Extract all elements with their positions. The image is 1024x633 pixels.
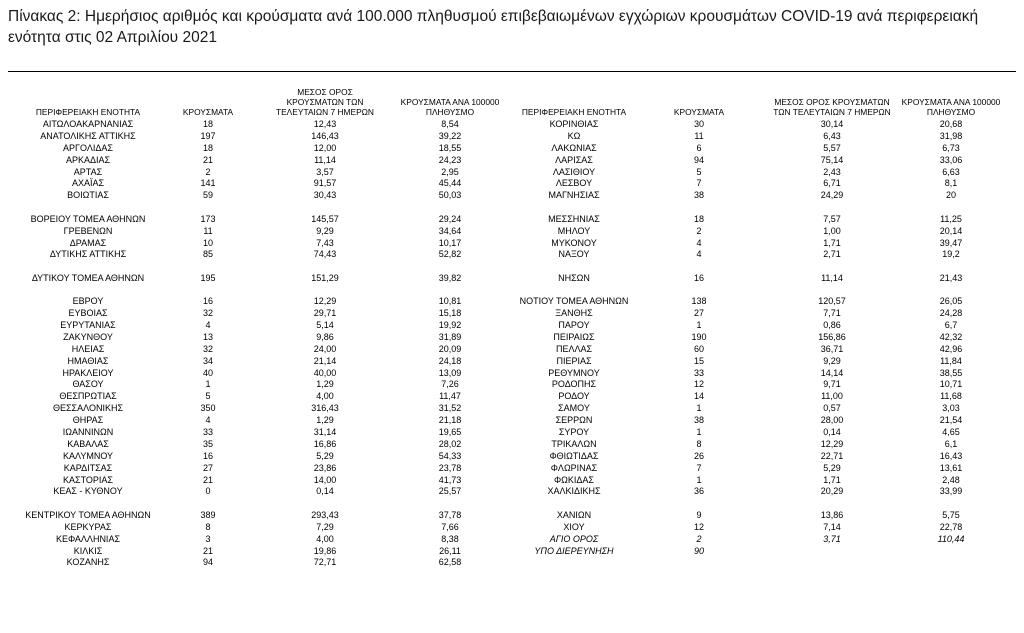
cell-per100k: 16,43 (939, 450, 963, 461)
cell-cases: 12 (693, 379, 704, 390)
cell-region: ΙΩΑΝΝΙΝΩΝ (62, 426, 114, 437)
cell-cases: 5 (205, 391, 211, 402)
top-rule (8, 71, 1016, 72)
cell-cases: 26 (693, 450, 704, 461)
table-caption: Πίνακας 2: Ημερήσιος αριθμός και κρούσματα ανά 100.000 πληθυσμού επιβεβαιωμένων εγχώριων κρουσμάτων COVID-19 ανά περιφερειακή ενότητα στις 02 Απριλίου 2021 (8, 8, 979, 46)
cell-region: ΜΕΣΣΗΝΙΑΣ (548, 213, 600, 224)
cell-region: ΚΙΛΚΙΣ (73, 545, 103, 556)
cell-region: ΘΕΣΠΡΩΤΙΑΣ (59, 391, 117, 402)
cell-per100k: 24,23 (438, 154, 462, 165)
cell-cases: 1 (696, 474, 702, 485)
cell-avg: 9,71 (823, 379, 841, 390)
cell-region: ΡΟΔΟΠΗΣ (551, 379, 597, 390)
cell-cases: 9 (696, 509, 702, 520)
cell-region: ΘΕΣΣΑΛΟΝΙΚΗΣ (52, 403, 124, 414)
cell-region: ΜΗΛΟΥ (557, 225, 591, 236)
cell-cases: 4 (696, 249, 702, 260)
cell-cases: 40 (202, 367, 213, 378)
cell-cases: 350 (200, 403, 216, 414)
cell-cases: 4 (205, 415, 211, 426)
cell-per100k: 2,95 (441, 166, 459, 177)
cell-avg: 11,00 (821, 391, 843, 402)
cell-avg: 0,86 (823, 319, 841, 330)
cell-avg: 30,14 (820, 119, 844, 129)
cell-avg: 3,71 (823, 533, 841, 544)
cell-region: ΑΡΓΟΛΙΔΑΣ (63, 142, 113, 153)
cell-region: ΘΗΡΑΣ (72, 415, 104, 426)
header-cases: ΚΡΟΥΣΜΑΤΑ (673, 107, 725, 117)
cell-cases: 1 (696, 319, 702, 330)
cell-cases: 7 (696, 178, 702, 189)
cell-cases: 389 (200, 509, 216, 520)
cell-region: ΧΑΛΚΙΔΙΚΗΣ (547, 486, 601, 497)
cell-region: ΖΑΚΥΝΘΟΥ (63, 331, 113, 342)
cell-cases: 30 (693, 119, 704, 129)
cell-per100k: 15,18 (438, 308, 462, 319)
cell-per100k: 8,1 (944, 178, 958, 189)
header-avg: ΜΕΣΟΣ ΟΡΟΣ ΚΡΟΥΣΜΑΤΩΝ ΤΩΝ ΤΕΛΕΥΤΑΙΩΝ 7 ΗΜΕΡΩΝ (275, 87, 374, 117)
cell-avg: 6,71 (823, 178, 841, 189)
cell-avg: 14,14 (820, 367, 844, 378)
cell-per100k: 39,82 (438, 272, 462, 283)
cell-avg: 5,57 (823, 142, 841, 153)
cell-per100k: 45,44 (438, 178, 462, 189)
cell-region: ΘΑΣΟΥ (72, 379, 104, 390)
cell-per100k: 25,57 (438, 486, 462, 497)
cell-per100k: 21,43 (939, 272, 963, 283)
cell-cases: 33 (693, 367, 704, 378)
cell-per100k: 20,09 (438, 343, 462, 354)
cell-avg: 29,71 (313, 308, 337, 319)
cell-avg: 2,71 (823, 249, 841, 260)
cell-avg: 14,00 (313, 474, 337, 485)
cell-region: ΦΛΩΡΙΝΑΣ (550, 462, 598, 473)
cell-per100k: 6,7 (944, 319, 958, 330)
cell-region: ΕΒΡΟΥ (72, 296, 104, 307)
cell-cases: 1 (696, 426, 702, 437)
cell-avg: 24,29 (820, 190, 844, 201)
cell-per100k: 31,89 (438, 331, 462, 342)
cell-region: ΗΛΕΙΑΣ (71, 343, 105, 354)
cell-region: ΜΥΚΟΝΟΥ (551, 237, 597, 248)
cell-per100k: 20,68 (939, 119, 963, 129)
cell-region: ΥΠΟ ΔΙΕΡΕΥΝΗΣΗ (534, 545, 614, 556)
cell-cases: 33 (202, 426, 213, 437)
cell-per100k: 38,55 (939, 367, 963, 378)
cell-region: ΠΕΙΡΑΙΩΣ (553, 331, 595, 342)
cell-avg: 19,86 (313, 545, 337, 556)
cell-per100k: 110,44 (937, 533, 965, 544)
cell-avg: 9,29 (823, 355, 841, 366)
cell-per100k: 28,02 (438, 438, 462, 449)
cell-region: ΚΑΡΔΙΤΣΑΣ (63, 462, 113, 473)
cell-avg: 22,71 (820, 450, 844, 461)
cell-cases: 1 (696, 403, 702, 414)
cell-avg: 156,86 (818, 331, 846, 342)
cell-cases: 90 (693, 545, 704, 556)
cell-per100k: 23,78 (438, 462, 462, 473)
cell-avg: 5,14 (316, 319, 334, 330)
cell-region: ΒΟΡΕΙΟΥ ΤΟΜΕΑ ΑΘΗΝΩΝ (30, 213, 146, 224)
cell-avg: 74,43 (313, 249, 337, 260)
cell-cases: 34 (202, 355, 213, 366)
cell-cases: 2 (205, 166, 211, 177)
cell-per100k: 42,96 (939, 343, 963, 354)
cell-region: ΔΡΑΜΑΣ (69, 237, 107, 248)
cell-avg: 120,57 (818, 296, 846, 307)
cell-cases: 60 (693, 343, 704, 354)
cell-per100k: 7,26 (441, 379, 459, 390)
cell-region: ΗΜΑΘΙΑΣ (67, 355, 109, 366)
cell-avg: 11,14 (821, 272, 843, 283)
cell-avg: 9,29 (316, 225, 334, 236)
cell-avg: 1,29 (316, 379, 334, 390)
cell-region: ΗΡΑΚΛΕΙΟΥ (62, 367, 114, 378)
cell-region: ΧΑΝΙΩΝ (556, 509, 592, 520)
cell-per100k: 10,17 (438, 237, 462, 248)
cell-per100k: 4,65 (942, 426, 960, 437)
cell-avg: 16,86 (313, 438, 337, 449)
cell-region: ΡΕΘΥΜΝΟΥ (548, 367, 600, 378)
cell-per100k: 26,05 (939, 296, 963, 307)
cell-avg: 24,00 (313, 343, 337, 354)
cell-region: ΚΕΑΣ - ΚΥΘΝΟΥ (53, 486, 123, 497)
cell-avg: 146,43 (311, 130, 339, 141)
cell-avg: 23,86 (313, 462, 337, 473)
cell-avg: 21,14 (313, 355, 337, 366)
cell-region: ΚΕΡΚΥΡΑΣ (64, 521, 112, 532)
cell-region: ΝΗΣΩΝ (558, 272, 590, 283)
cell-region: ΠΕΛΛΑΣ (555, 343, 593, 354)
cell-cases: 94 (693, 154, 704, 165)
cell-avg: 6,43 (823, 130, 841, 141)
cell-cases: 32 (202, 308, 213, 319)
cell-cases: 1 (205, 379, 211, 390)
cell-per100k: 3,03 (942, 403, 960, 414)
cell-per100k: 13,09 (438, 367, 462, 378)
cell-cases: 13 (202, 331, 213, 342)
cell-region: ΝΟΤΙΟΥ ΤΟΜΕΑ ΑΘΗΝΩΝ (519, 296, 629, 307)
cell-region: ΚΟΡΙΝΘΙΑΣ (549, 119, 599, 129)
cell-per100k: 31,98 (939, 130, 963, 141)
cell-avg: 1,71 (823, 237, 841, 248)
cell-region: ΕΥΡΥΤΑΝΙΑΣ (60, 319, 116, 330)
cell-cases: 27 (202, 462, 213, 473)
cell-region: ΣΕΡΡΩΝ (555, 415, 593, 426)
cell-per100k: 33,99 (939, 486, 963, 497)
cell-avg: 293,43 (311, 509, 339, 520)
cell-per100k: 33,06 (939, 154, 963, 165)
cell-avg: 12,00 (313, 142, 337, 153)
header-per100k: ΚΡΟΥΣΜΑΤΑ ΑΝΑ 100000 ΠΛΗΘΥΣΜΟ (400, 97, 500, 117)
cell-avg: 12,29 (820, 438, 844, 449)
cell-per100k: 21,54 (939, 415, 963, 426)
cell-per100k: 62,58 (438, 557, 462, 568)
cell-avg: 12,29 (313, 296, 337, 307)
cell-region: ΤΡΙΚΑΛΩΝ (551, 438, 597, 449)
cell-per100k: 31,52 (438, 403, 462, 414)
cell-avg: 31,14 (313, 426, 337, 437)
cell-avg: 0,14 (823, 426, 841, 437)
cell-region: ΕΥΒΟΙΑΣ (68, 308, 108, 319)
cell-cases: 21 (202, 545, 213, 556)
cell-per100k: 19,92 (438, 319, 462, 330)
cell-per100k: 7,66 (441, 521, 459, 532)
cell-per100k: 39,22 (438, 130, 462, 141)
cell-region: ΚΑΣΤΟΡΙΑΣ (63, 474, 113, 485)
cell-region: ΛΑΣΙΘΙΟΥ (552, 166, 596, 177)
cell-region: ΔΥΤΙΚΟΥ ΤΟΜΕΑ ΑΘΗΝΩΝ (31, 272, 145, 283)
cell-avg: 12,43 (313, 119, 337, 129)
cell-per100k: 20,14 (939, 225, 963, 236)
cell-avg: 5,29 (823, 462, 841, 473)
cell-avg: 151,29 (311, 272, 339, 283)
cell-per100k: 34,64 (438, 225, 462, 236)
cell-avg: 5,29 (316, 450, 334, 461)
cell-per100k: 42,32 (939, 331, 963, 342)
cell-region: ΠΑΡΟΥ (558, 319, 590, 330)
cell-avg: 30,43 (313, 190, 337, 201)
cell-cases: 8 (205, 521, 211, 532)
cell-avg: 3,57 (316, 166, 334, 177)
cell-avg: 1,00 (823, 225, 841, 236)
cell-region: ΞΑΝΘΗΣ (555, 308, 593, 319)
cell-per100k: 37,78 (438, 509, 462, 520)
cell-per100k: 20 (945, 190, 956, 201)
cell-region: ΑΙΤΩΛΟΑΚΑΡΝΑΝΙΑΣ (42, 119, 134, 129)
cell-cases: 138 (691, 296, 707, 307)
cell-avg: 1,29 (316, 415, 334, 426)
cell-region: ΛΕΣΒΟΥ (555, 178, 593, 189)
cell-cases: 18 (202, 142, 213, 153)
cell-region: ΑΧΑΪΑΣ (71, 178, 105, 189)
cell-cases: 21 (202, 474, 213, 485)
cell-per100k: 6,73 (942, 142, 960, 153)
cell-per100k: 11,84 (940, 355, 962, 366)
cell-avg: 13,86 (820, 509, 844, 520)
cell-per100k: 10,71 (939, 379, 963, 390)
cell-region: ΑΡΤΑΣ (73, 166, 103, 177)
cell-cases: 5 (696, 166, 702, 177)
cell-region: ΑΡΚΑΔΙΑΣ (65, 154, 111, 165)
cell-cases: 7 (696, 462, 702, 473)
cell-per100k: 10,81 (438, 296, 462, 307)
cell-cases: 4 (205, 319, 211, 330)
cell-cases: 36 (693, 486, 704, 497)
cell-cases: 11 (203, 225, 213, 236)
cell-avg: 4,00 (316, 391, 334, 402)
cell-region: ΦΩΚΙΔΑΣ (554, 474, 594, 485)
cell-per100k: 13,61 (939, 462, 963, 473)
cell-per100k: 11,68 (940, 391, 962, 402)
cell-cases: 85 (202, 249, 213, 260)
cell-cases: 10 (202, 237, 213, 248)
cell-cases: 32 (202, 343, 213, 354)
cell-per100k: 8,54 (441, 119, 459, 129)
cell-per100k: 26,11 (439, 545, 461, 556)
cell-region: ΚΑΒΑΛΑΣ (67, 438, 109, 449)
cell-cases: 0 (205, 486, 211, 497)
cell-cases: 8 (696, 438, 702, 449)
cell-avg: 40,00 (313, 367, 337, 378)
cell-region: ΜΑΓΝΗΣΙΑΣ (548, 190, 600, 201)
cell-region: ΚΩ (567, 130, 581, 141)
cell-avg: 1,71 (823, 474, 841, 485)
cell-per100k: 24,18 (438, 355, 462, 366)
cell-avg: 72,71 (313, 557, 337, 568)
cell-region: ΔΥΤΙΚΗΣ ΑΤΤΙΚΗΣ (49, 249, 127, 260)
cell-cases: 38 (693, 415, 704, 426)
cell-cases: 11 (694, 130, 704, 141)
header-region: ΠΕΡΙΦΕΡΕΙΑΚΗ ΕΝΟΤΗΤΑ (35, 107, 141, 117)
cell-cases: 18 (693, 213, 704, 224)
cell-cases: 16 (693, 272, 704, 283)
cell-cases: 4 (696, 237, 702, 248)
cell-avg: 7,14 (823, 521, 841, 532)
cell-cases: 6 (696, 142, 702, 153)
cell-region: ΧΙΟΥ (563, 521, 585, 532)
cell-cases: 173 (200, 213, 216, 224)
cell-cases: 94 (202, 557, 213, 568)
cell-cases: 190 (691, 331, 707, 342)
cell-avg: 4,00 (316, 533, 334, 544)
header-per100k: ΚΡΟΥΣΜΑΤΑ ΑΝΑ 100000 ΠΛΗΘΥΣΜΟ (901, 97, 1001, 117)
cell-cases: 59 (202, 190, 213, 201)
cell-cases: 16 (202, 296, 213, 307)
cell-region: ΓΡΕΒΕΝΩΝ (63, 225, 113, 236)
cell-avg: 0,57 (823, 403, 841, 414)
cell-region: ΒΟΙΩΤΙΑΣ (67, 190, 109, 201)
cell-region: ΝΑΞΟΥ (558, 249, 590, 260)
cell-cases: 18 (202, 119, 213, 129)
cell-avg: 91,57 (313, 178, 337, 189)
cell-avg: 7,43 (316, 237, 334, 248)
cell-cases: 35 (202, 438, 213, 449)
cell-region: ΣΑΜΟΥ (558, 403, 590, 414)
cell-avg: 36,71 (820, 343, 844, 354)
cell-cases: 2 (696, 225, 702, 236)
cell-avg: 7,57 (823, 213, 841, 224)
header-cases: ΚΡΟΥΣΜΑΤΑ (182, 107, 234, 117)
cell-region: ΠΙΕΡΙΑΣ (556, 355, 592, 366)
cell-cases: 12 (693, 521, 704, 532)
cell-avg: 9,86 (316, 331, 334, 342)
cell-cases: 15 (693, 355, 704, 366)
cell-region: ΑΝΑΤΟΛΙΚΗΣ ΑΤΤΙΚΗΣ (40, 130, 136, 141)
cell-cases: 38 (693, 190, 704, 201)
cell-per100k: 19,65 (438, 426, 462, 437)
cell-region: ΚΕΦΑΛΛΗΝΙΑΣ (55, 533, 121, 544)
cell-per100k: 6,1 (944, 438, 958, 449)
cell-avg: 316,43 (311, 403, 339, 414)
cell-region: ΣΥΡΟΥ (558, 426, 590, 437)
cell-per100k: 22,78 (939, 521, 963, 532)
cell-per100k: 41,73 (438, 474, 462, 485)
cell-per100k: 19,2 (942, 249, 960, 260)
cell-per100k: 11,25 (940, 213, 962, 224)
cell-per100k: 11,47 (439, 391, 461, 402)
cell-cases: 195 (200, 272, 216, 283)
cell-avg: 75,14 (820, 154, 844, 165)
header-region: ΠΕΡΙΦΕΡΕΙΑΚΗ ΕΝΟΤΗΤΑ (521, 107, 627, 117)
cell-per100k: 24,28 (939, 308, 963, 319)
cell-region: ΚΕΝΤΡΙΚΟΥ ΤΟΜΕΑ ΑΘΗΝΩΝ (25, 509, 151, 520)
cell-region: ΚΟΖΑΝΗΣ (66, 557, 110, 568)
cell-avg: 7,29 (316, 521, 334, 532)
cell-per100k: 21,18 (438, 415, 462, 426)
cell-per100k: 39,47 (939, 237, 963, 248)
cell-cases: 14 (693, 391, 704, 402)
cell-region: ΑΓΙΟ ΟΡΟΣ (549, 533, 599, 544)
cell-per100k: 54,33 (438, 450, 462, 461)
cell-per100k: 50,03 (438, 190, 462, 201)
header-avg: ΜΕΣΟΣ ΟΡΟΣ ΚΡΟΥΣΜΑΤΩΝ ΤΩΝ ΤΕΛΕΥΤΑΙΩΝ 7 ΗΜΕΡΩΝ (773, 97, 891, 117)
cell-region: ΛΑΚΩΝΙΑΣ (551, 142, 597, 153)
cell-cases: 27 (693, 308, 704, 319)
cell-avg: 145,57 (311, 213, 339, 224)
cell-per100k: 2,48 (942, 474, 960, 485)
cell-region: ΡΟΔΟΥ (558, 391, 590, 402)
cell-per100k: 29,24 (438, 213, 462, 224)
cell-avg: 0,14 (316, 486, 334, 497)
cell-cases: 3 (205, 533, 211, 544)
cell-per100k: 6,63 (942, 166, 960, 177)
cell-avg: 11,14 (314, 154, 336, 165)
cell-cases: 16 (202, 450, 213, 461)
cell-avg: 7,71 (823, 308, 841, 319)
cell-region: ΦΘΙΩΤΙΔΑΣ (549, 450, 599, 461)
cell-avg: 20,29 (820, 486, 844, 497)
cell-cases: 21 (202, 154, 213, 165)
cell-cases: 141 (200, 178, 216, 189)
cell-region: ΛΑΡΙΣΑΣ (555, 154, 593, 165)
cell-cases: 197 (200, 130, 216, 141)
cell-region: ΚΑΛΥΜΝΟΥ (62, 450, 114, 461)
cell-avg: 2,43 (823, 166, 841, 177)
cell-per100k: 5,75 (942, 509, 960, 520)
cell-avg: 28,00 (820, 415, 844, 426)
cell-per100k: 52,82 (438, 249, 462, 260)
cell-per100k: 18,55 (438, 142, 462, 153)
cell-cases: 2 (696, 533, 702, 544)
cell-per100k: 8,38 (441, 533, 459, 544)
